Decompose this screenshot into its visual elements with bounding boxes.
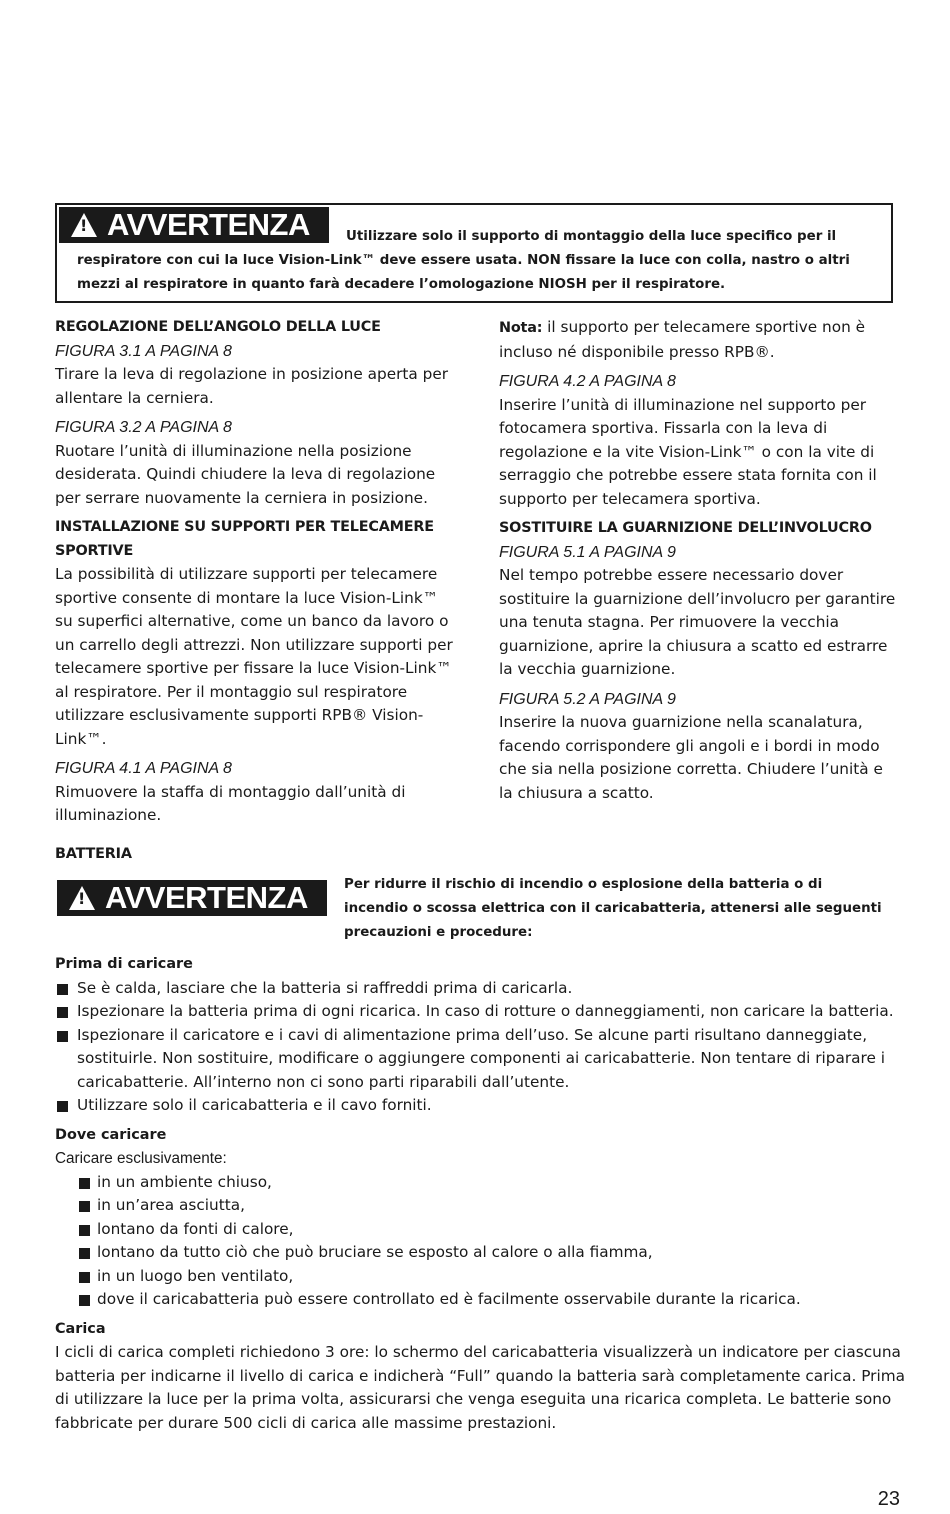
list-item: lontano da tutto ciò che può bruciare se esposto al calore o alla fiamma,: [55, 1241, 905, 1265]
charging-heading: Carica: [55, 1320, 106, 1337]
charging-paragraph: I cicli di carica completi richiedono 3 ore: lo schermo del caricabatteria visualizzerà un indicatore per ciascuna batteria per indicarne il livello di carica e indicherà “Full” quando la batteria sarà completamente carica. Prima di utilizzare la luce per la prima volta, assicurarsi che venga eseguita una ricarica completa. Le batterie sono fabbricate per durare 500 cicli di carica alle massime prestazioni.: [55, 1343, 905, 1432]
list-item: lontano da fonti di calore,: [55, 1218, 905, 1242]
figure-ref-5-1: FIGURA 5.1 A PAGINA 9: [499, 543, 676, 561]
before-charging-heading: Prima di caricare: [55, 956, 193, 972]
note-text: il supporto per telecamere sportive non è incluso né disponibile presso RPB®.: [499, 318, 866, 361]
before-charging-list: [55, 977, 905, 1118]
left-column: [55, 316, 457, 834]
list-item: Ispezionare il caricatore e i cavi di alimentazione prima dell’uso. Se alcune parti risultano danneggiate, sostituirle. Non sostituire, modificare o aggiungere componenti ai caricabatterie. Non tentare di riparare i caricabatterie. All’interno non ci sono parti riparabili dall’utente.: [55, 1024, 905, 1095]
note-paragraph: [499, 316, 899, 364]
paragraph-5-2: Inserire la nuova guarnizione nella scanalatura, facendo corrispondere gli angoli e i bordi in modo che sia nella posizione corretta. Chiudere l’unità e la chiusura a scatto.: [499, 713, 883, 802]
figure-ref-3-1: FIGURA 3.1 A PAGINA 8: [55, 342, 232, 360]
battery-body: [55, 953, 905, 1435]
where-charging-intro: Caricare esclusivamente:: [55, 1150, 227, 1167]
note-label: Nota:: [499, 320, 543, 336]
section-heading-angle: REGOLAZIONE DELL’ANGOLO DELLA LUCE: [55, 319, 381, 335]
list-item: Ispezionare la batteria prima di ogni ricarica. In caso di rotture o danneggiamenti, non caricare la batteria.: [55, 1000, 905, 1024]
warning-badge: [59, 207, 329, 243]
list-item: in un luogo ben ventilato,: [55, 1265, 905, 1289]
section-heading-mounts: INSTALLAZIONE SU SUPPORTI PER TELECAMERE SPORTIVE: [55, 519, 434, 559]
battery-warning-line-1: Per ridurre il rischio di incendio o esplosione della batteria o di: [344, 877, 823, 892]
battery-warning-line-2: incendio o scossa elettrica con il caricabatteria, attenersi alle seguenti: [344, 901, 882, 916]
figure-ref-3-2: FIGURA 3.2 A PAGINA 8: [55, 419, 232, 436]
paragraph-4-2: Inserire l’unità di illuminazione nel supporto per fotocamera sportiva. Fissarla con la leva di regolazione e la vite Vision-Link™ o con la vite di serraggio che potrebbe essere stata fornita con il supporto per telecamera sportiva.: [499, 395, 877, 508]
where-charging-heading: Dove caricare: [55, 1126, 167, 1143]
battery-warning-text: [344, 873, 904, 945]
paragraph-5-1: Nel tempo potrebbe essere necessario dover sostituire la guarnizione dell’involucro per garantire una tenuta stagna. Per rimuovere la vecchia guarnizione, aprire la chiusura a scatto ed estrarre la vecchia guarnizione.: [499, 566, 896, 678]
paragraph-3-2: Ruotare l’unità di illuminazione nella posizione desiderata. Quindi chiudere la leva di regolazione per serrare nuovamente la cerniera in posizione.: [55, 441, 436, 507]
warning-box: [55, 203, 893, 303]
figure-ref-4-2: FIGURA 4.2 A PAGINA 8: [499, 373, 676, 390]
figure-ref-4-1: FIGURA 4.1 A PAGINA 8: [55, 760, 232, 777]
battery-warning-badge: [57, 880, 327, 916]
warning-icon: [69, 886, 95, 910]
list-item: in un ambiente chiuso,: [55, 1171, 905, 1195]
page-number: 23: [877, 1488, 900, 1510]
section-heading-battery: BATTERIA: [55, 846, 132, 862]
section-heading-gasket: SOSTITUIRE LA GUARNIZIONE DELL’INVOLUCRO: [499, 520, 872, 536]
where-charging-list: [55, 1171, 905, 1312]
paragraph-4-1: Rimuovere la staffa di montaggio dall’unità di illuminazione.: [55, 782, 406, 824]
battery-warning-line-3: precauzioni e procedure:: [344, 925, 533, 940]
warning-icon: [71, 213, 97, 237]
list-item: in un’area asciutta,: [55, 1194, 905, 1218]
warning-line-3: mezzi al respiratore in quanto farà decadere l’omologazione NIOSH per il respiratore.: [77, 277, 726, 292]
list-item: dove il caricabatteria può essere controllato ed è facilmente osservabile durante la ricarica.: [55, 1288, 905, 1312]
warning-line-1: Utilizzare solo il supporto di montaggio della luce specifico per il: [346, 229, 837, 244]
figure-ref-5-2: FIGURA 5.2 A PAGINA 9: [499, 690, 676, 708]
warning-badge-label: AVVERTENZA: [107, 207, 310, 242]
list-item: Se è calda, lasciare che la batteria si raffreddi prima di caricarla.: [55, 977, 905, 1001]
paragraph-3-1: Tirare la leva di regolazione in posizione aperta per allentare la cerniera.: [55, 365, 449, 407]
list-item: Utilizzare solo il caricabatteria e il cavo forniti.: [55, 1094, 905, 1118]
paragraph-mounts: La possibilità di utilizzare supporti per telecamere sportive consente di montare la luce Vision-Link™ su superfici alternative, come un banco da lavoro o un carrello degli attrezzi. Non utilizzare supporti per telecamere sportive per fissare la luce Vision-Link™ al respiratore. Per il montaggio sul respiratore utilizzare esclusivamente supporti RPB® Vision-Link™.: [55, 565, 453, 748]
right-column: [499, 316, 899, 811]
warning-line-2: respiratore con cui la luce Vision-Link™ deve essere usata. NON fissare la luce con colla, nastro o altri: [77, 253, 850, 268]
battery-warning-badge-label: AVVERTENZA: [105, 880, 308, 915]
